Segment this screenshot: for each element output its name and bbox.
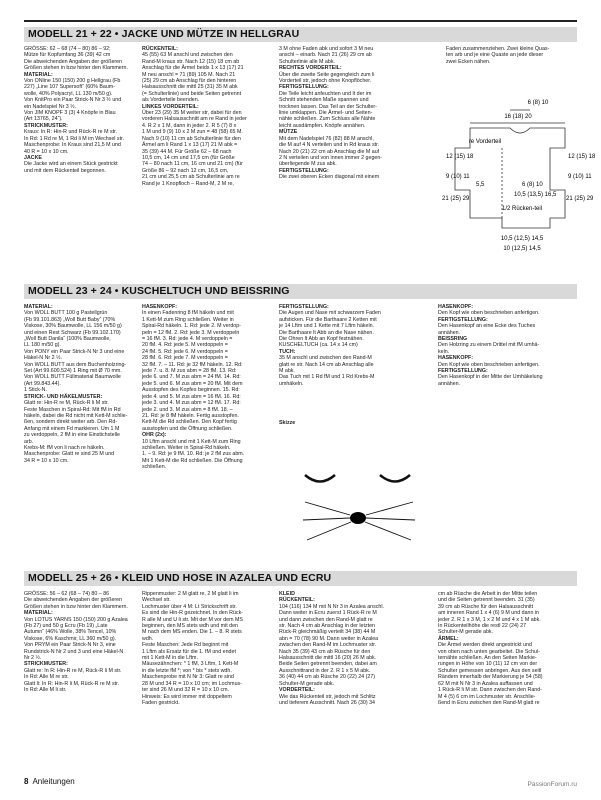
text-line: Die Barthaare lt Abb an die Nase nähen. bbox=[279, 329, 374, 336]
text-line: KLEID bbox=[279, 591, 295, 597]
text-line: MATERIAL: bbox=[24, 71, 53, 78]
text-line: (Art 13765, 24“). bbox=[24, 116, 63, 123]
text-line: Mütze für Kopfumfang 36 (39) 42 cm bbox=[24, 52, 111, 59]
text-line: Glatt re: Hin-R re M, Rück-R li M str. bbox=[24, 400, 109, 407]
text-line: Von ONline 150 (150) 200 g Hellgrau (Fb bbox=[24, 78, 121, 85]
text-line: 10,5 cm, 14 cm und 17,5 cm (für Größe bbox=[142, 154, 235, 161]
modell-21-column-1 bbox=[24, 46, 136, 262]
text-line: R alle M und U li str. Mit der M vor dem MS bbox=[142, 616, 243, 623]
text-line: In Rd: Alle M re str. bbox=[24, 674, 69, 681]
text-line: Halsausschnitt die mittl 25 (31) 35 M abk bbox=[142, 84, 238, 91]
text-line: 1 Rück-R li M str. Dann zwischen den Rand- bbox=[438, 687, 542, 694]
modell-23-column-4 bbox=[438, 304, 576, 424]
text-line: 24 fM. 5. Rd: jede 6. M verdoppeln = bbox=[142, 348, 228, 355]
text-line: Die zwei oberen Ecken diagonal mit einem bbox=[279, 174, 380, 181]
label-front: re Vorderteil bbox=[468, 139, 502, 145]
text-line: FERTIGSTELLUNG: bbox=[279, 304, 329, 310]
modell-21-column-2 bbox=[142, 46, 272, 262]
text-line: linie umklappen. Die Ärmel- und Seiten- bbox=[279, 110, 373, 117]
text-line: (Fb 99.101.863) „Woll Butt Baby“ (70% bbox=[24, 316, 116, 323]
text-line: und mit dem Rückenteil begonnen. bbox=[24, 167, 106, 174]
text-line: beginnen, den MS stets wdh und mit den bbox=[142, 623, 238, 630]
text-line: MÜTZE bbox=[279, 129, 298, 136]
text-line: Größen stehen in bzw hinter den Klammern. bbox=[24, 65, 128, 72]
text-line: 10 Lftm anschl und mit 1 Kett-M zum Ring bbox=[142, 438, 241, 445]
left-eye-icon bbox=[305, 475, 335, 482]
text-line: Über 23 (29) 35 M weiter str, dabei für den bbox=[142, 110, 242, 117]
modell-21-column-4 bbox=[446, 46, 576, 72]
text-line: Spiral-Rd häkeln. 1. Rd: jede 2. M verdop- bbox=[142, 323, 241, 330]
text-line: ten arb und je eine Quaste an jede dieser bbox=[446, 52, 544, 59]
text-line: Faden gestrickt. bbox=[142, 699, 180, 706]
text-line: überliegende M zus abk. bbox=[279, 161, 337, 168]
text-line: STRICKMUSTER: bbox=[24, 661, 68, 668]
text-line: TUCH: bbox=[279, 348, 296, 355]
text-line: zwischen den Rand-M im Lochmuster str. bbox=[279, 642, 377, 649]
text-line: annähen. bbox=[438, 329, 461, 336]
text-line: Die abweichenden Angaben der größeren bbox=[24, 597, 123, 604]
text-line: JACKE bbox=[24, 154, 42, 161]
text-line: 40 R = 10 x 10 cm. bbox=[24, 148, 69, 155]
text-line: M abk. bbox=[279, 368, 295, 375]
text-line: Viskose, 30% Baumwolle, LL 156 m/50 g) bbox=[24, 323, 122, 330]
text-line: 34 R = 10 x 10 cm. bbox=[24, 457, 69, 464]
text-line: und die Seiten getrennt beenden. 31 (35) bbox=[438, 597, 535, 604]
text-line: In einen Fadenring 8 fM häkeln und mit bbox=[142, 310, 234, 317]
dim-right-total: 21 (25) 29 bbox=[566, 196, 594, 202]
text-line: Rand-M kraus str. Nach 12 (15) 18 cm ab bbox=[142, 58, 240, 65]
text-line: wdh. bbox=[142, 635, 154, 642]
text-line: ßend in Ecru zwischen den Rand-M glatt re bbox=[438, 699, 540, 706]
text-line: Nach 35 (39) 43 cm ab Rüsche für den bbox=[279, 648, 371, 655]
text-line: Ärmel am li Rand 1 x 13 (17) 21 M abk = bbox=[142, 142, 238, 149]
modell-21-column-3 bbox=[279, 46, 409, 262]
text-line: Den Hasenkopf an eine Ecke des Tuches bbox=[438, 323, 536, 330]
text-line: 104 (116) 134 M mit N Nr 3 in Azalea anschl. bbox=[279, 603, 385, 610]
text-line: Schulter-M gerade abk. bbox=[279, 680, 335, 687]
text-line: 1 Stick-N. bbox=[24, 387, 47, 394]
text-line: Wie das Rückenteil str, jedoch mit Schlitz bbox=[279, 693, 376, 700]
text-line: je 14 Lftm und 1 Kette mit 7 Lftm häkeln. bbox=[279, 323, 375, 330]
text-line: arb. bbox=[24, 438, 34, 445]
text-line: jede 5. und 6. M zus abm = 20 fM. Mit dem bbox=[142, 380, 243, 387]
page-number: 8 bbox=[24, 777, 29, 786]
text-line: zwei Ecken nähen. bbox=[446, 58, 491, 65]
top-rule bbox=[24, 20, 577, 22]
section-header-modell-21-22: MODELL 21 + 22 • JACKE UND MÜTZE IN HELLGRAU bbox=[24, 27, 577, 42]
text-line: abn = 70 (78) 90 M. Dann weiter in Azalea bbox=[279, 635, 379, 642]
text-line: cm ab Rüsche die Arbeit in der Mitte teilen bbox=[438, 591, 538, 597]
text-line: 39 cm ab Rüsche für den Halsausschnitt bbox=[438, 603, 534, 610]
text-line: ausstopfen und die Öffnung schließen. bbox=[142, 425, 233, 432]
text-line: ßen, sondern direkt weiter arb. Den Rd- bbox=[24, 419, 118, 426]
dim-top: 16 (18) 20 bbox=[504, 114, 532, 120]
text-line: 36 (40) 44 cm ab Rüsche 20 (22) 24 (27) bbox=[279, 674, 375, 681]
nose-icon bbox=[350, 512, 366, 524]
text-line: 1 Lftm als Ersatz für die 1. fM und endet bbox=[142, 648, 236, 655]
dim-bottom-a: 10,5 (12,5) 14,5 bbox=[500, 236, 544, 242]
modell-25-column-1 bbox=[24, 591, 136, 771]
text-line: 21. Rd: je 8 fM häkeln. Fertig ausstopfen. bbox=[142, 412, 239, 419]
text-line: 74 – 80 nach 11 cm, 16 cm und 21 cm) (für bbox=[142, 161, 243, 168]
text-line: schließen. bbox=[142, 464, 167, 471]
text-line: Rück-R gleichmäßig verteilt 34 (38) 44 M bbox=[279, 629, 376, 636]
text-line: Größen stehen in bzw hinter den Klammern. bbox=[24, 603, 128, 610]
text-line: Wechsel str. bbox=[142, 597, 171, 604]
text-line: RECHTES VORDERTEIL: bbox=[279, 65, 342, 72]
dim-left-total: 21 (25) 29 bbox=[442, 196, 470, 202]
text-line: MATERIAL: bbox=[24, 304, 53, 310]
text-line: Beide Seiten getrennt beenden, dabei am bbox=[279, 661, 377, 668]
text-line: Feste Maschen: Jede Rd beginnt mit bbox=[142, 642, 229, 649]
text-line: trocknen lassen. Das Teil an der Schulter- bbox=[279, 103, 377, 110]
text-line: jede 7. u. 8. M zus abm = 28 fM. 13. Rd: bbox=[142, 368, 237, 375]
text-line: 35 (39) 44 M. Für Größe 62 – 68 nach bbox=[142, 148, 232, 155]
text-line: Von PRYM ein Paar Strick-N Nr 3, eine bbox=[24, 642, 116, 649]
text-line: GRÖSSE: 56 – 62 (68 – 74) 80 – 86 bbox=[24, 591, 110, 597]
text-line: Schulter-M gerade abk. bbox=[438, 629, 494, 636]
text-line: Die Jacke wird an einem Stück gestrickt bbox=[24, 161, 118, 168]
text-line: Nach 20 (21) 22 cm ab Anschlag die M auf bbox=[279, 148, 380, 155]
text-line: Die Augen und Nase mit schwarzem Faden bbox=[279, 310, 381, 317]
text-line: Von WOLL BUTT Füllmaterial Baumwolle bbox=[24, 374, 121, 381]
modell-25-column-3 bbox=[279, 591, 409, 771]
footer-label: Anleitungen bbox=[32, 777, 75, 786]
text-line: 45 (55) 63 M anschl und zwischen den bbox=[142, 52, 233, 59]
text-line: Faden zusammenziehen. Zwei kleine Quas- bbox=[446, 46, 550, 52]
dim-right-upper: 12 (15) 18 bbox=[568, 154, 596, 160]
text-line: 20 fM. 4. Rd: jede 5. M verdoppeln = bbox=[142, 342, 228, 349]
text-line: umhäkeln. bbox=[279, 380, 304, 387]
dim-bottom-b: 10 (12,5) 14,5 bbox=[503, 246, 541, 252]
text-line: glatt re str. Nach 14 cm ab Anschlag alle bbox=[279, 361, 374, 368]
modell-23-column-1 bbox=[24, 304, 136, 548]
dim-right-mid: 9 (10) 11 bbox=[568, 174, 592, 180]
text-line: KUSCHELTUCH (ca. 14 x 14 cm) bbox=[279, 342, 358, 349]
text-line: aufsticken. Für die Barthaare 2 Ketten mit bbox=[279, 316, 377, 323]
text-line: ein Nadelspiel Nr 3 ½. bbox=[24, 103, 77, 110]
text-line: LL 180 m/50 g). bbox=[24, 342, 61, 349]
modell-25-column-2 bbox=[142, 591, 272, 771]
text-line: Den Holzring zu einem Drittel mit fM umhä- bbox=[438, 342, 540, 349]
text-line: Von WOLL BUTT 100 g Pastellgrün bbox=[24, 310, 108, 317]
text-line: Den Hasenkopf in der Mitte der Umhäkelung bbox=[438, 374, 543, 381]
text-line: wolle, 40% Polyacryl, LL 130 m/50 g). bbox=[24, 90, 113, 97]
text-line: von oben nach unten gearbeitet. Die Schul- bbox=[438, 648, 540, 655]
text-line: Lochmuster über 4 M: Lt Strickschrift str. bbox=[142, 603, 237, 610]
text-line: Krebs-M: fM von li nach re häkeln. bbox=[24, 444, 105, 451]
text-line: M neu anschl = 71 (89) 105 M. Nach 21 bbox=[142, 71, 236, 78]
text-line: jede 3. und 4. M zus abm = 12 fM. 17. Rd: bbox=[142, 400, 241, 407]
text-line: mit 1 Kett-M in die Lftm. bbox=[142, 655, 198, 662]
text-line: Kett-M die Rd schließen. Den Kopf fertig bbox=[142, 419, 237, 426]
text-line: Anfang mit einem Fd markieren. Um 1 M bbox=[24, 425, 120, 432]
text-line: jede 6. und 7. M zus abm = 24 fM. 14. Rd: bbox=[142, 374, 241, 381]
text-line: 1. – 9. Rd: je 9 fM. 10. Rd: je 2 fM zus abm. bbox=[142, 451, 245, 458]
text-line: MATERIAL: bbox=[24, 610, 53, 617]
text-line: Von LOTUS YARNS 150 (150) 200 g Azalea bbox=[24, 616, 128, 623]
text-line: Schnitt stehenden Maße spannen und bbox=[279, 97, 369, 104]
text-line: Das Tuch mit 1 Rd fM und 1 Rd Krebs-M bbox=[279, 374, 375, 381]
text-line: zu verdoppeln, 2 fM in eine Einstichstelle bbox=[24, 432, 120, 439]
text-line: (= Schulterlinie) und beide Seiten getrennt bbox=[142, 90, 242, 97]
text-line: RÜCKENTEIL: bbox=[279, 597, 315, 604]
modell-25-column-4 bbox=[438, 591, 576, 771]
text-line: 28 M und 34 R = 10 x 10 cm; im Lochmus- bbox=[142, 680, 242, 687]
text-line: (Fb 27) und 50 g Ecru (Fb 19) „Late bbox=[24, 623, 108, 630]
dim-neck: 6 (8) 10 bbox=[527, 100, 549, 106]
text-line: 62 M mit N Nr 3 in Azalea auffassen und bbox=[438, 680, 533, 687]
text-line: STRICKMUSTER: bbox=[24, 122, 68, 129]
text-line: OHR (2x): bbox=[142, 432, 167, 439]
modell-23-column-2 bbox=[142, 304, 272, 548]
text-line: 21 cm und 25,5 cm ab Schulterlinie am re bbox=[142, 174, 240, 181]
text-line: am inneren Rand 1 x 4 (6) 9 M und dann in bbox=[438, 610, 539, 617]
text-line: Von WOLL BUTT aus dem Buchenholzring- bbox=[24, 361, 127, 368]
text-line: Maschenprobe: In Kraus sind 21,5 M und bbox=[24, 142, 121, 149]
text-line: HASENKOPF: bbox=[438, 304, 474, 310]
text-line: FERTIGSTELLUNG: bbox=[279, 84, 329, 91]
text-line: Mäusezähnchen: * 1 fM, 3 Lftm, 1 Kett-M bbox=[142, 661, 239, 668]
text-line: M 4 (5) 6 cm im Lochmuster str. Anschlie- bbox=[438, 693, 536, 700]
text-line: Mit dem Nadelspiel 76 (82) 88 M anschl, bbox=[279, 135, 374, 142]
text-line: Von KnitPro ein Paar Strick-N Nr 3 ½ und bbox=[24, 97, 122, 104]
text-line: STRICK- UND HÄKELMUSTER: bbox=[24, 393, 103, 400]
text-line: Die abweichenden Angaben der größeren bbox=[24, 58, 123, 65]
modell-23-column-3 bbox=[279, 304, 409, 414]
text-line: jede 2. und 3. M zus abm = 8 fM. 18. – bbox=[142, 406, 233, 413]
text-line: die M auf 4 N verteilen und in Rd kraus str. bbox=[279, 142, 380, 149]
text-line: „Woll Butt Danila“ (100% Baumwolle, bbox=[24, 336, 111, 343]
text-line: (Art 99.843.44). bbox=[24, 380, 61, 387]
text-line: ÄRMEL: bbox=[438, 635, 459, 642]
dim-left-upper: 12 (15) 18 bbox=[446, 154, 474, 160]
text-line: Anschlag für die Ärmel beids 1 x 13 (17) 21 bbox=[142, 65, 244, 72]
sketch-label: Skizze bbox=[279, 420, 296, 426]
text-line: str. Nach 4 cm ab Anschlag in der letzten bbox=[279, 623, 375, 630]
text-line: als Vorderteile beenden. bbox=[142, 97, 200, 104]
text-line: peln = 12 fM. 2. Rd: jede 3. M verdoppeln bbox=[142, 329, 240, 336]
text-line: FERTIGSTELLUNG: bbox=[279, 167, 329, 174]
text-line: Schulterlinie alle M abk. bbox=[279, 58, 335, 65]
text-line: und dann zwischen den Rand-M glatt re bbox=[279, 616, 373, 623]
right-eye-icon bbox=[380, 475, 410, 482]
text-line: vorderen Halsausschnitt am re Rand in jeder bbox=[142, 116, 247, 123]
text-line: HASENKOPF: bbox=[438, 355, 474, 362]
label-half-back: 1/2 Rücken-teil bbox=[501, 206, 543, 212]
text-line: LINKES VORDERTEIL: bbox=[142, 103, 199, 110]
text-line: Die Ärmel werden direkt angestrickt und bbox=[438, 642, 532, 649]
text-line: Von PONY ein Paar Strick-N Nr 3 und eine bbox=[24, 348, 125, 355]
text-line: rungen in Höhe von 10 (11) 12 cm von der bbox=[438, 661, 538, 668]
text-line: FERTIGSTELLUNG: bbox=[438, 368, 488, 375]
dim-center-a: 5,5 bbox=[476, 182, 485, 188]
text-line: Kraus: In R: Hin-R und Rück-R re M str. bbox=[24, 129, 118, 136]
text-line: Glatt re: In R: Hin-R re M, Rück-R li M str. bbox=[24, 667, 122, 674]
text-line: 4. R 2 x 1 M, dann in jeder 2. R 5 (7) 8 x bbox=[142, 122, 237, 129]
text-line: In Rd: Alle M li str. bbox=[24, 687, 67, 694]
text-line: Ausstopfen des Kopfes beginnen. 15. Rd: bbox=[142, 387, 240, 394]
text-line: 2 N verteilen und von innen immer 2 gegen- bbox=[279, 154, 383, 161]
text-line: = 16 fM. 3. Rd: jede 4. M verdoppeln = bbox=[142, 336, 233, 343]
jacket-schematic-diagram bbox=[440, 88, 596, 266]
text-line: Rand je 1 Knopfloch – Rand-M, 2 M re, bbox=[142, 180, 234, 187]
text-line: Von JIM KNOPF 3 (3) 4 Knöpfe in Blau bbox=[24, 110, 116, 117]
text-line: 28 fM. 6. Rd: jede 7. M verdoppeln = bbox=[142, 355, 228, 362]
text-line: Maschenprobe mit N Nr 3: Glatt re sind bbox=[142, 674, 234, 681]
text-line: in die letzte fM *; von * bis * stets wdh. bbox=[142, 667, 232, 674]
text-line: jede 4. und 5. M zus abm = 16 fM. 16. Rd: bbox=[142, 393, 241, 400]
text-line: schließen. Weiter in Spiral-Rd häkeln. bbox=[142, 444, 231, 451]
text-line: Über die zweite Seite gegengleich zum li bbox=[279, 71, 375, 78]
text-line: 1 Kett-M zum Ring schließen. Weiter in bbox=[142, 316, 234, 323]
text-line: Es sind die Hin-R gezeichnet. In den Rück- bbox=[142, 610, 243, 617]
text-line: VORDERTEIL: bbox=[279, 687, 315, 694]
text-line: In Rückenteilhöhe die restl 22 (24) 27 bbox=[438, 623, 527, 630]
text-line: 35 M anschl und zwischen den Rand-M bbox=[279, 355, 372, 362]
text-line: Mit 1 Kett-M die Rd schließen. Die Öffnung bbox=[142, 457, 243, 464]
bunny-face-sketch bbox=[285, 440, 435, 550]
dim-center-c: 10,5 (13,5) 16,5 bbox=[514, 192, 557, 198]
dim-center-b: 6 (8) 10 bbox=[522, 182, 543, 188]
text-line: Nr 2 ½. bbox=[24, 655, 42, 662]
text-line: 3 M ohne Faden abk und sofort 3 M neu bbox=[279, 46, 374, 52]
text-line: In Rd: 1 Rd re M, 1 Rd li M im Wechsel str. bbox=[24, 135, 124, 142]
text-line: und tieferem Ausschnitt. Nach 26 (30) 34 bbox=[279, 699, 375, 706]
text-line: 1 M und 9 (9) 10 x 2 M zun = 48 (58) 65 M. bbox=[142, 129, 243, 136]
text-line: Feste Maschen in Spiral-Rd: Mit fM in Rd bbox=[24, 406, 121, 413]
section-header-modell-25-26: MODELL 25 + 26 • KLEID UND HOSE IN AZALEA UND ECRU bbox=[24, 571, 577, 586]
text-line: Glatt li: In R: Hin-R li M, Rück-R re M str. bbox=[24, 680, 120, 687]
page-footer bbox=[24, 777, 75, 786]
text-line: Rippenmuster: 2 M glatt re, 2 M glatt li im bbox=[142, 591, 239, 597]
text-line: Schulter gemessen anbringen. Aus den seitl bbox=[438, 667, 542, 674]
text-line: Die Teile leicht anfeuchten und lt der im bbox=[279, 90, 372, 97]
text-line: leicht ausdämpfen. Knöpfe annähen. bbox=[279, 122, 366, 129]
watermark: PassionForum.ru bbox=[527, 781, 577, 788]
text-line: Den Kopf wie oben beschrieben anfertigen. bbox=[438, 361, 540, 368]
text-line: häkeln, dabei die Rd nicht mit Kett-M schlie- bbox=[24, 412, 128, 419]
text-line: Vorderteil str, jedoch ohne Knopflöcher. bbox=[279, 78, 372, 85]
text-line: Nach 9 (10) 11 cm ab Schulterlinie für den bbox=[142, 135, 241, 142]
text-line: annähen. bbox=[438, 380, 461, 387]
text-line: Dann weiter in Ecru zuerst 1 Rück-R re M bbox=[279, 610, 377, 617]
text-line: Rundstrick-N Nr 2 und 3 und eine Häkel-N bbox=[24, 648, 124, 655]
text-line: Viskose, 6% Kaschmir, LL 360 m/50 g). bbox=[24, 635, 117, 642]
text-line: Set (Art 99.600.524) 1 Ring mit Ø 70 mm. bbox=[24, 368, 122, 375]
text-line: und einen Rest Schwarz (Fb 99.102.170) bbox=[24, 329, 121, 336]
dim-left-mid: 9 (10) 11 bbox=[446, 174, 470, 180]
text-line: anschl – einarb. Nach 21 (26) 29 cm ab bbox=[279, 52, 372, 59]
text-line: Rändern innerhalb der Markierung je 54 (58) bbox=[438, 674, 543, 681]
text-line: M nach dem MS enden. Die 1. – 8. R stets bbox=[142, 629, 242, 636]
text-line: Halsausschnitt die mittl 16 (20) 26 M abk. bbox=[279, 655, 377, 662]
text-line: RÜCKENTEIL: bbox=[142, 46, 178, 52]
text-line: FERTIGSTELLUNG: bbox=[438, 316, 488, 323]
text-line: Die Ohren lt Abb an Kopf festnähen. bbox=[279, 336, 364, 343]
text-line: Maschenprobe: Glatt re sind 25 M und bbox=[24, 451, 115, 458]
text-line: BEISSRING bbox=[438, 336, 468, 343]
text-line: Den Kopf wie oben beschrieben anfertigen. bbox=[438, 310, 540, 317]
text-line: ternähte schließen. An den Seiten Markie- bbox=[438, 655, 537, 662]
text-line: (25) 29 cm ab Anschlag für den hinteren bbox=[142, 78, 237, 85]
text-line: Hinweis: Es wird immer mit doppeltem bbox=[142, 693, 232, 700]
text-line: nähte schließen. Zum Schluss alle Nähte bbox=[279, 116, 376, 123]
text-line: 32 fM. 7. – 11. Rd: je 32 fM häkeln. 12. Rd: bbox=[142, 361, 243, 368]
text-line: HASENKOPF: bbox=[142, 304, 178, 310]
text-line: keln. bbox=[438, 348, 450, 355]
text-line: 227) „Line 107 Supersoft“ (60% Baum- bbox=[24, 84, 115, 91]
text-line: ter sind 26 M und 32 R = 10 x 10 cm. bbox=[142, 687, 230, 694]
text-line: Größe 86 – 92 nach 12 cm, 16,5 cm, bbox=[142, 167, 229, 174]
text-line: jeder 2. R 1 x 3 M, 1 x 2 M und 4 x 1 M abk. bbox=[438, 616, 541, 623]
text-line: Häkel-N Nr 2 ½. bbox=[24, 355, 62, 362]
text-line: GRÖSSE: 62 – 68 (74 – 80) 86 – 92; bbox=[24, 46, 111, 52]
section-header-modell-23-24: MODELL 23 + 24 • KUSCHELTUCH UND BEISSRING bbox=[24, 284, 577, 299]
text-line: Ausschnittrand in der 2. R 1 x 5 M abk. bbox=[279, 667, 371, 674]
text-line: Autumn“ (46% Wolle, 38% Tencel, 10% bbox=[24, 629, 117, 636]
